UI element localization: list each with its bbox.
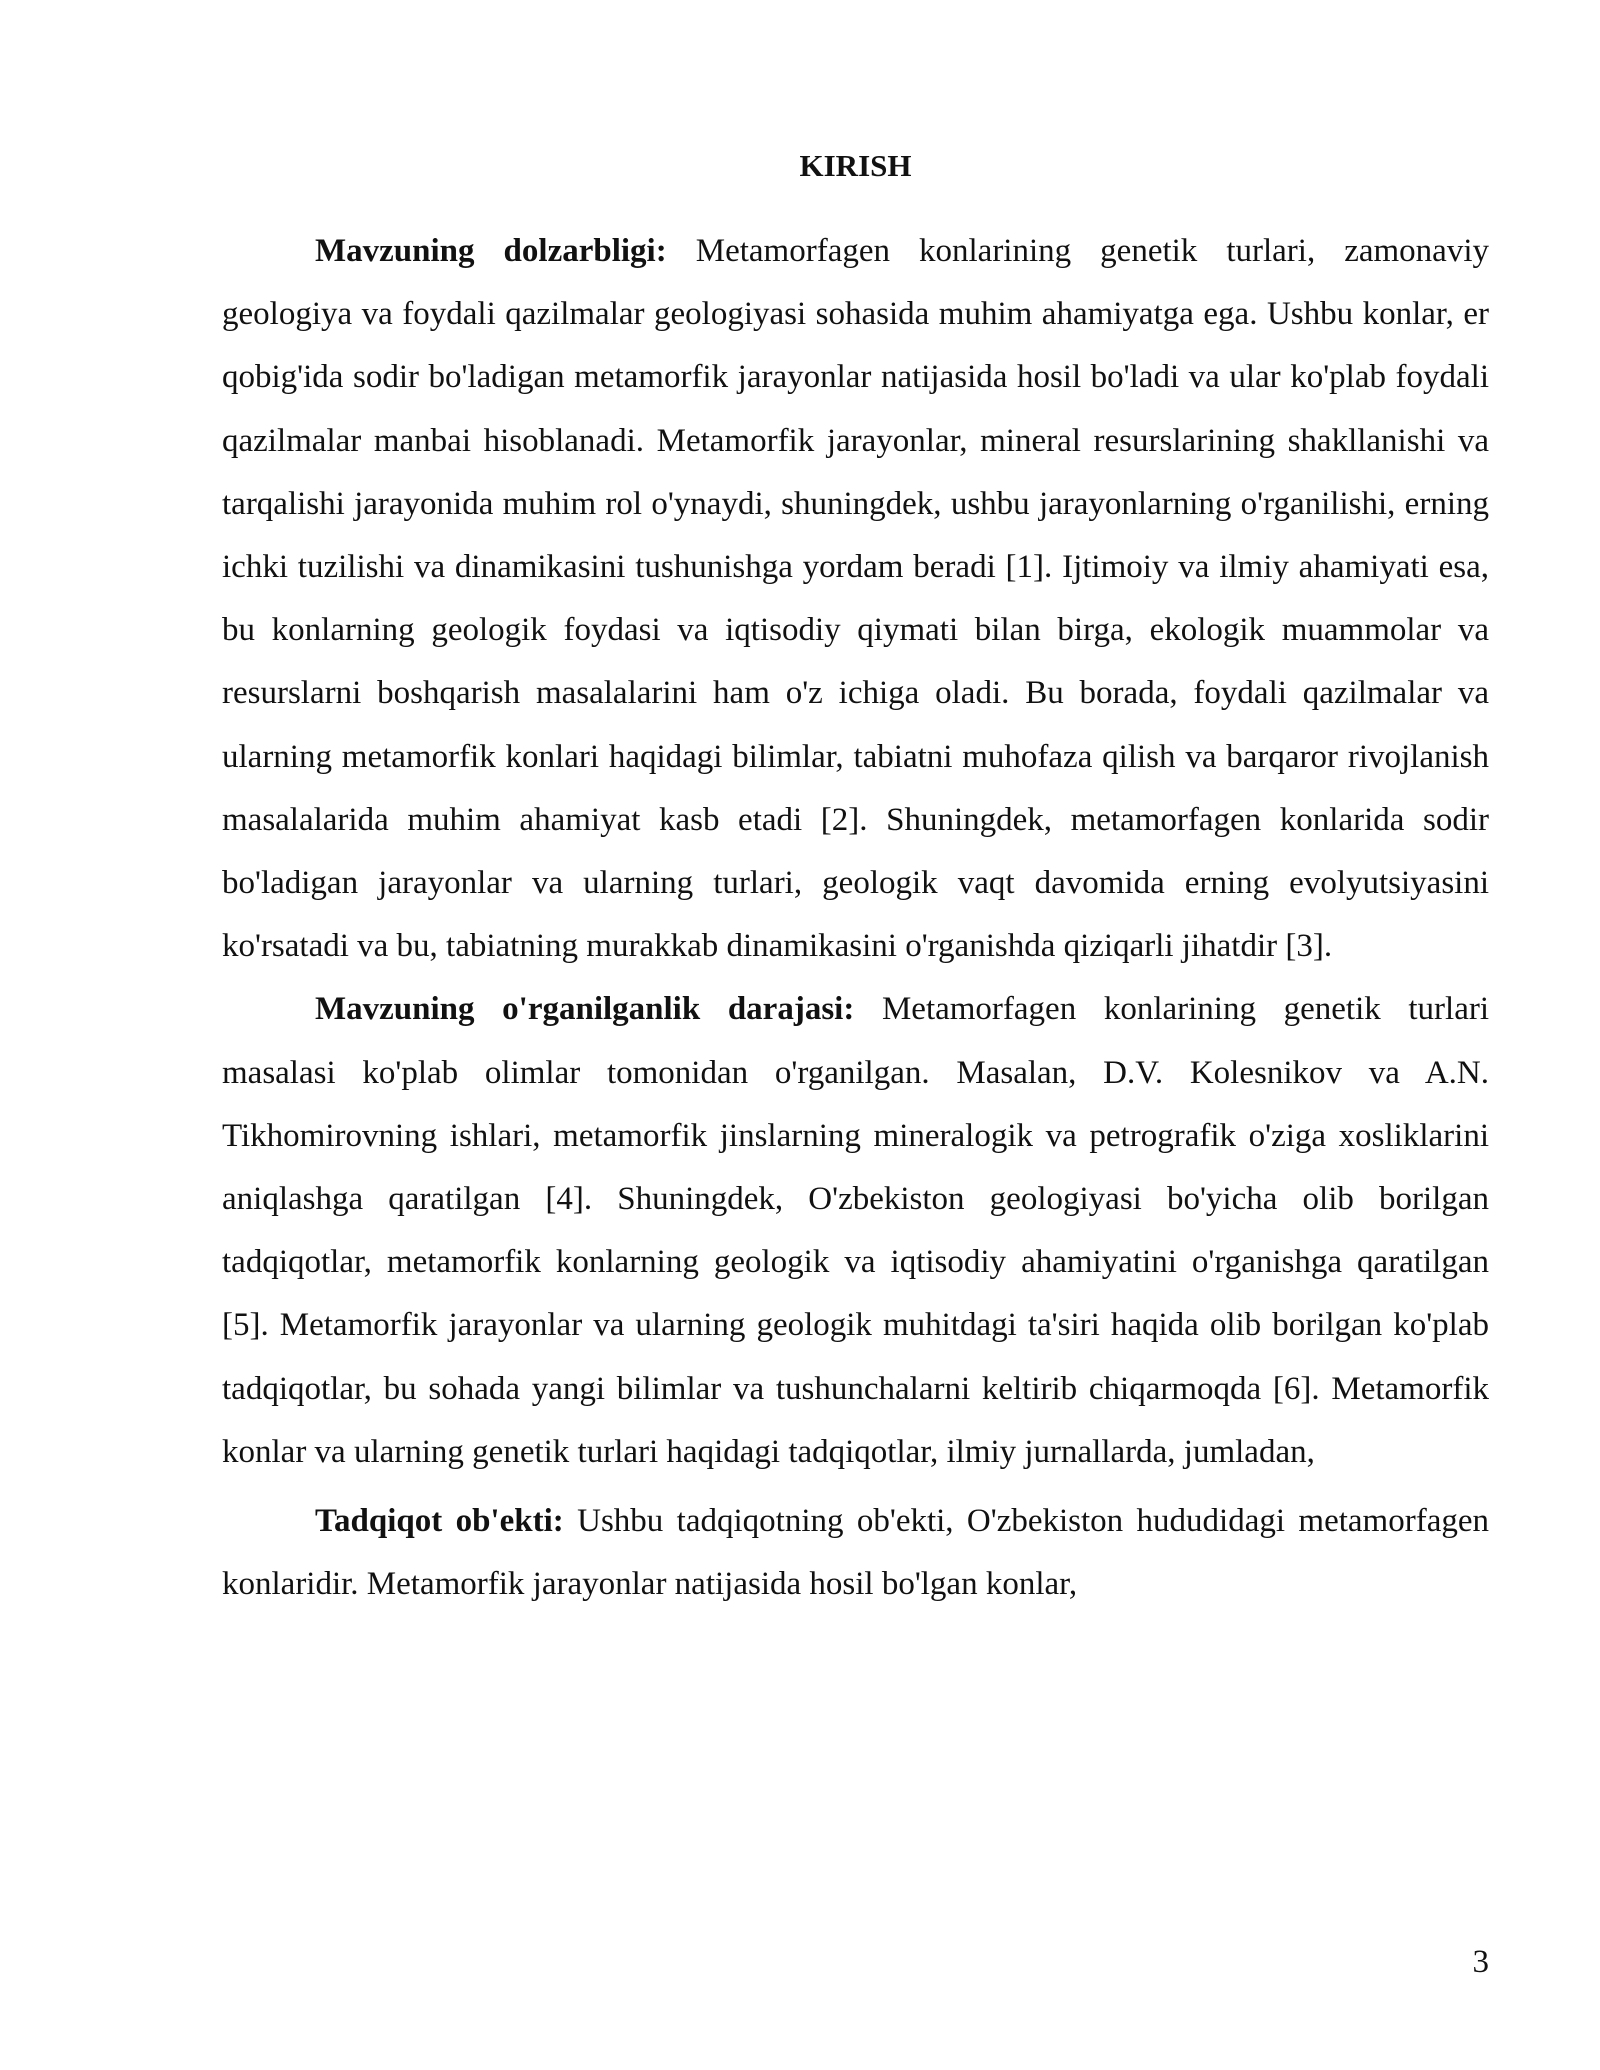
paragraph-text-relevance: Metamorfagen konlarining genetik turlari, zamonaviy geologiya va foydali qazilmalar geologiyasi sohasida muhim ahamiyatga ega. Ushbu konlar, er qobig'ida sodir bo'ladigan metamorfik jarayonlar natijasida hosil bo'ladi va ular ko'plab foydali qazilmalar manbai hisoblanadi. Metamorfik jarayonlar, mineral resurslarining shakllanishi va tarqalishi jarayonida muhim rol o'ynaydi, shuningdek, ushbu jarayonlarning o'rganilishi, erning ichki tuzilishi va dinamikasini tushunishga yordam beradi [1]. Ijtimoiy va ilmiy ahamiyati esa, bu konlarning geologik foydasi va iqtisodiy qiymati bilan birga, ekologik muammolar va resurslarni boshqarish masalalarini ham o'z ichiga oladi. Bu borada, foydali qazilmalar va ularning metamorfik konlari haqidagi bilimlar, tabiatni muhofaza qilish va barqaror rivojlanish masalalarida muhim ahamiyat kasb etadi [2]. Shuningdek, metamorfagen konlarida sodir bo'ladigan jarayonlar va ularning turlari, geologik vaqt davomida erning evolyutsiyasini ko'rsatadi va bu, tabiatning murakkab dinamikasini o'rganishda qiziqarli jihatdir [3]. bbox=[222, 233, 1489, 965]
paragraph-lead-research-level: Mavzuning o'rganilganlik darajasi: bbox=[315, 991, 855, 1028]
paragraph-text-research-object: Ushbu tadqiqotning ob'ekti, O'zbekiston hududidagi metamorfagen konlaridir. Metamorfik jarayonlar natijasida hosil bo'lgan konlar, bbox=[222, 1503, 1489, 1603]
paragraph-research-object bbox=[222, 1490, 1489, 1616]
page-number: 3 bbox=[1472, 1944, 1489, 1980]
paragraph-text-research-level: Metamorfagen konlarining genetik turlari masalasi ko'plab olimlar tomonidan o'rganilgan. Masalan, D.V. Kolesnikov va A.N. Tikhomirovning ishlari, metamorfik jinslarning mineralogik va petrografik o'ziga xosliklarini aniqlashga qaratilgan [4]. Shuningdek, O'zbekiston geologiyasi bo'yicha olib borilgan tadqiqotlar, metamorfik konlarning geologik va iqtisodiy ahamiyatini o'rganishga qaratilgan [5]. Metamorfik jarayonlar va ularning geologik muhitdagi ta'siri haqida olib borilgan ko'plab tadqiqotlar, bu sohada yangi bilimlar va tushunchalarni keltirib chiqarmoqda [6]. Metamorfik konlar va ularning genetik turlari haqidagi tadqiqotlar, ilmiy jurnallarda, jumladan, bbox=[222, 991, 1489, 1470]
page-content bbox=[222, 144, 1489, 1616]
paragraph-research-level bbox=[222, 978, 1489, 1484]
section-heading: KIRISH bbox=[799, 148, 912, 183]
paragraph-lead-relevance: Mavzuning dolzarbligi: bbox=[315, 233, 667, 269]
paragraph-relevance bbox=[222, 220, 1489, 978]
paragraph-lead-research-object: Tadqiqot ob'ekti: bbox=[315, 1503, 564, 1540]
